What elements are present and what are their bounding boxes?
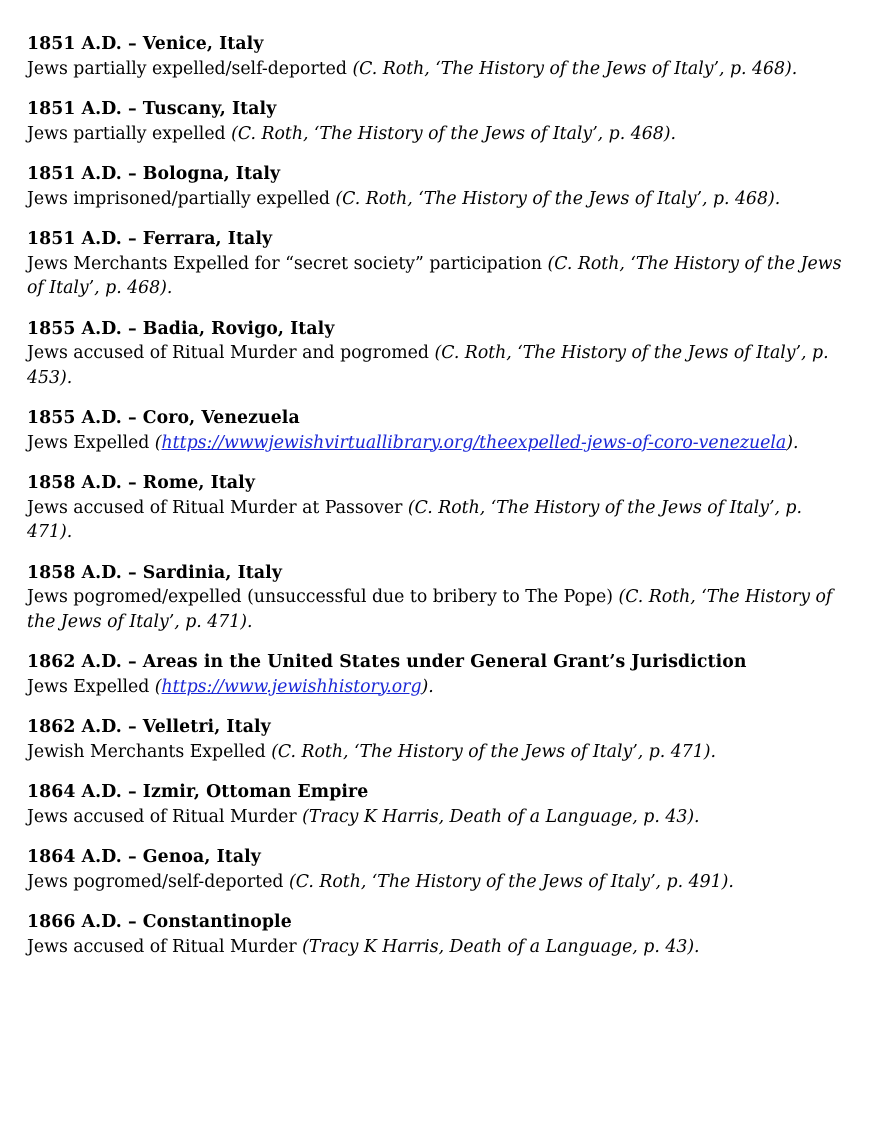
entry-body [27, 187, 847, 212]
entry-body [27, 431, 847, 456]
entry-text: Jews Expelled [27, 432, 155, 453]
entry-heading: 1851 A.D. – Ferrara, Italy [27, 229, 273, 249]
entry-coro-1855 [27, 406, 847, 455]
entry-body [27, 341, 847, 390]
entry-heading: 1851 A.D. – Venice, Italy [27, 34, 264, 54]
entry-bologna-1851 [27, 162, 847, 211]
entry-text: Jews accused of Ritual Murder and pogromed [27, 343, 435, 363]
entry-sardinia-1858 [27, 561, 847, 635]
entry-tuscany-1851 [27, 97, 847, 146]
entry-body [27, 740, 847, 765]
entry-text: Jews pogromed/self-deported [27, 871, 289, 892]
entry-body [27, 870, 847, 895]
entry-citation: (C. Roth, ‘The History of the Jews of Italy’, p. 453). [27, 343, 829, 388]
entry-rome-1858 [27, 471, 847, 545]
entry-text: Jews Merchants Expelled for “secret society” participation [27, 253, 548, 274]
entry-text: Jews Expelled [27, 676, 155, 697]
entry-heading: 1855 A.D. – Badia, Rovigo, Italy [27, 318, 335, 339]
entry-badia-1855 [27, 317, 847, 391]
entry-body [27, 496, 847, 545]
entry-citation: (C. Roth, ‘The History of the Jews of Italy’, p. 491). [289, 871, 734, 892]
entry-heading: 1855 A.D. – Coro, Venezuela [27, 408, 300, 428]
entry-body [27, 122, 847, 147]
entry-body [27, 805, 847, 830]
entry-body [27, 585, 847, 634]
citation-open-paren: ( [154, 432, 162, 453]
entry-text: Jews accused of Ritual Murder at Passover [27, 497, 408, 518]
entry-constantinople-1866 [27, 910, 847, 959]
entry-heading: 1864 A.D. – Izmir, Ottoman Empire [27, 782, 369, 802]
entry-velletri-1862 [27, 715, 847, 764]
citation-open-paren: ( [154, 676, 162, 697]
citation-close-paren: ). [786, 432, 799, 453]
entry-body [27, 252, 847, 301]
entry-citation: (C. Roth, ‘The History of the Jews of Italy’, p. 471). [271, 741, 717, 762]
document-page [27, 32, 847, 975]
entry-body [27, 675, 847, 700]
entry-citation: (Tracy K Harris, Death of a Language, p. 43). [302, 936, 700, 957]
entry-body [27, 935, 847, 960]
source-link[interactable]: https://wwwjewishvirtuallibrary.org/theexpelled-jews-of-coro-venezuela [161, 432, 787, 453]
entry-heading: 1862 A.D. – Areas in the United States under General Grant’s Jurisdiction [27, 652, 747, 672]
entry-izmir-1864 [27, 780, 847, 829]
citation-close-paren: ). [421, 676, 434, 697]
entry-text: Jewish Merchants Expelled [27, 741, 272, 762]
entry-heading: 1858 A.D. – Sardinia, Italy [27, 562, 282, 583]
entry-citation: (C. Roth, ‘The History of the Jews of Italy’, p. 468). [231, 123, 676, 144]
entry-body [27, 57, 847, 82]
entry-text: Jews imprisoned/partially expelled [27, 188, 336, 209]
entry-text: Jews accused of Ritual Murder [27, 936, 303, 957]
entry-heading: 1862 A.D. – Velletri, Italy [27, 717, 271, 737]
entry-heading: 1851 A.D. – Tuscany, Italy [27, 99, 277, 119]
entry-citation: (C. Roth, ‘The History of the Jews of Italy’, p. 468). [27, 253, 842, 298]
entry-heading: 1866 A.D. – Constantinople [27, 912, 292, 932]
entry-heading: 1858 A.D. – Rome, Italy [27, 473, 255, 493]
entry-citation: (C. Roth, ‘The History of the Jews of Italy’, p. 468). [335, 188, 781, 209]
entry-text: Jews partially expelled [27, 123, 232, 144]
entry-citation: (Tracy K Harris, Death of a Language, p. 43). [302, 806, 700, 827]
entry-grant-1862 [27, 650, 847, 699]
entry-citation: (C. Roth, ‘The History of the Jews of Italy’, p. 471). [27, 497, 802, 542]
entry-genoa-1864 [27, 845, 847, 894]
entry-citation: (C. Roth, ‘The History of the Jews of Italy’, p. 471). [27, 587, 833, 632]
entry-text: Jews accused of Ritual Murder [27, 806, 303, 827]
entry-heading: 1851 A.D. – Bologna, Italy [27, 164, 281, 184]
entry-text: Jews partially expelled/self-deported [27, 58, 353, 79]
entry-text: Jews pogromed/expelled (unsuccessful due to bribery to The Pope) [27, 587, 619, 607]
source-link[interactable]: https://www.jewishhistory.org [161, 676, 422, 697]
entry-ferrara-1851 [27, 227, 847, 301]
entry-heading: 1864 A.D. – Genoa, Italy [27, 847, 261, 867]
entry-venice-1851 [27, 32, 847, 81]
entry-citation: (C. Roth, ‘The History of the Jews of Italy’, p. 468). [352, 58, 798, 79]
